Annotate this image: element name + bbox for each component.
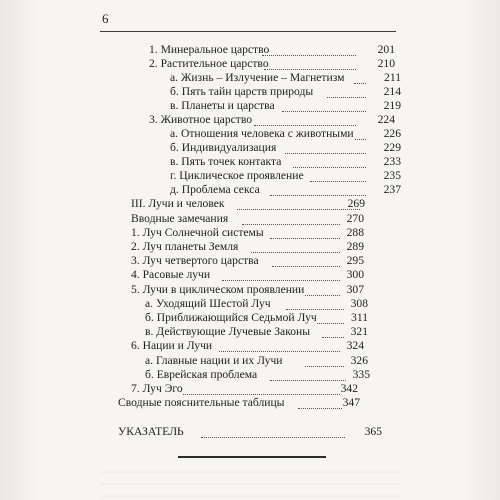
toc-entry-label: 6. Нации и Лучи [131, 339, 213, 352]
toc-entry-page: 308 [350, 297, 368, 310]
toc-entry-page: 214 [383, 85, 401, 98]
toc-entry-page: 326 [350, 354, 368, 367]
toc-entry-page: 210 [377, 57, 395, 70]
toc-entry-label: б. Индивидуализация [170, 141, 277, 154]
toc-entry-page: 365 [364, 425, 382, 438]
toc-entry-page: 201 [377, 43, 395, 56]
dot-leader [219, 339, 340, 352]
dot-leader [270, 183, 366, 196]
dot-leader [282, 99, 366, 112]
toc-entry-page: 219 [383, 99, 401, 112]
toc-entry-label: 7. Луч Эго [131, 382, 183, 395]
dot-leader [183, 382, 340, 395]
toc-entry-label: УКАЗАТЕЛЬ [118, 425, 184, 438]
toc-entry-label: в. Планеты и царства [170, 99, 275, 112]
toc-entry-page: 324 [346, 339, 364, 352]
toc-entry-page: 342 [340, 382, 358, 395]
toc-entry-label: а. Отношения человека с животными [170, 127, 354, 140]
dot-leader [201, 425, 345, 438]
toc-entry-label: 1. Луч Солнечной системы [131, 226, 264, 239]
toc-entry-label: б. Приближающийся Седьмой Луч [145, 311, 317, 324]
toc-entry-label: 2. Луч планеты Земля [131, 240, 239, 253]
show-through-text [100, 462, 400, 500]
toc-entry-page: 226 [383, 127, 401, 140]
toc-entry-page: 224 [377, 113, 395, 126]
toc-entry-page: 307 [346, 283, 364, 296]
dot-leader [285, 141, 366, 154]
toc-entry-page: 211 [384, 71, 401, 84]
toc-entry-page: 270 [346, 212, 364, 225]
toc-entry-page: 289 [346, 240, 364, 253]
toc-entry-page: 300 [346, 268, 364, 281]
page-number: 6 [102, 11, 109, 26]
toc-entry-page: 335 [352, 368, 370, 381]
toc-entry-label: г. Циклическое проявление [170, 169, 304, 182]
toc-entry-page: 237 [383, 183, 401, 196]
dot-leader [222, 268, 340, 281]
toc-entry-label: III. Лучи и человек [131, 197, 225, 210]
toc-entry-label: в. Пять точек контакта [170, 155, 282, 168]
header-rule [100, 31, 396, 32]
section-rule [178, 456, 326, 458]
toc-entry-label: б. Пять тайн царств природы [170, 85, 314, 98]
dot-leader [264, 57, 356, 70]
dot-leader [262, 43, 356, 56]
toc-entry-label: в. Действующие Лучевые Законы [145, 325, 311, 338]
toc-entry-label: Сводные пояснительные таблицы [118, 396, 285, 409]
toc-entry-page: 347 [342, 396, 360, 409]
dot-leader [310, 169, 366, 182]
toc-entry-label: 2. Растительное царство [149, 57, 269, 70]
toc-entry-page: 295 [346, 254, 364, 267]
toc-entry-label: 5. Лучи в циклическом проявлении [131, 283, 305, 296]
toc-entry-label: д. Проблема секса [170, 183, 260, 196]
dot-leader [254, 113, 356, 126]
toc-entry-label: Вводные замечания [131, 212, 229, 225]
toc-entry-page: 311 [351, 311, 368, 324]
toc-entry-label: а. Уходящий Шестой Луч [145, 297, 271, 310]
dot-leader [293, 155, 366, 168]
toc-entry-page: 269 [347, 197, 365, 210]
toc-entry-label: 4. Расовые лучи [131, 268, 211, 281]
toc-entry-page: 229 [383, 141, 401, 154]
toc-entry-page: 233 [383, 155, 401, 168]
toc-entry-label: 3. Животное царство [149, 113, 253, 126]
toc-entry-page: 288 [346, 226, 364, 239]
toc-entry-label: а. Жизнь – Излучение – Магнетизм [170, 71, 345, 84]
toc-entry-label: 3. Луч четвертого царства [131, 254, 259, 267]
toc-entry-label: б. Еврейская проблема [145, 368, 258, 381]
toc-entry-label: а. Главные нации и их Лучи [145, 354, 283, 367]
toc-entry-label: 1. Минеральное царство [149, 43, 270, 56]
toc-entry-page: 235 [383, 169, 401, 182]
toc-entry-page: 321 [350, 325, 368, 338]
